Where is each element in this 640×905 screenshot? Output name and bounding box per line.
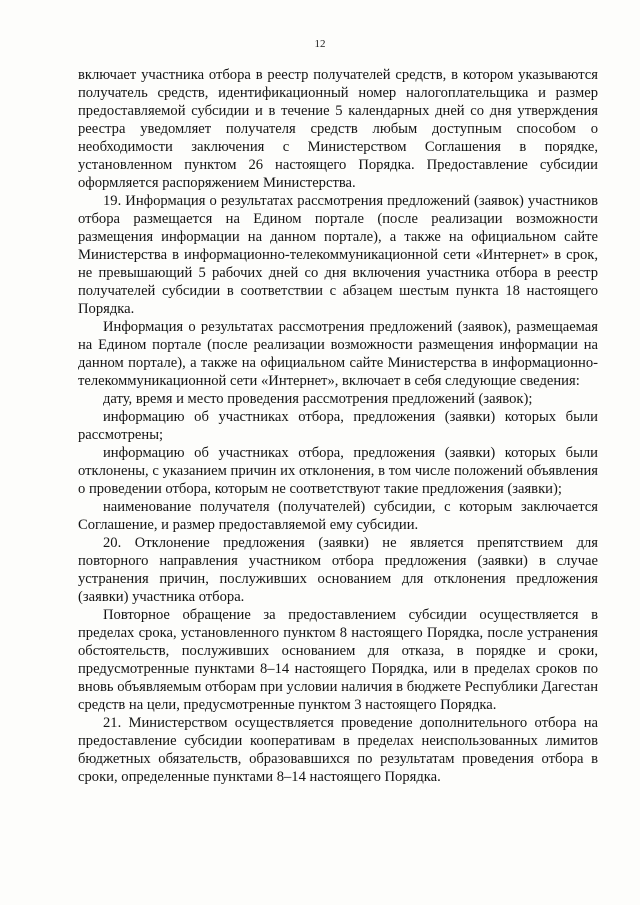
paragraph-19-results-publication: 19. Информация о результатах рассмотрения предложений (заявок) участников отбора размещается на Едином портале (после реализации возможности размещения информации на данном портале), а также на официальном сайте Министерства в информационно-телекоммуникационной сети «Интернет» в срок, не превышающий 5 рабочих дней со дня включения участника отбора в реестр получателей субсидии в соответствии с абзацем шестым пункта 18 настоящего Порядка. — [78, 193, 598, 317]
list-item-date-time-place: дату, время и место проведения рассмотрения предложений (заявок); — [103, 391, 533, 407]
paragraph-registry-inclusion: включает участника отбора в реестр получателей средств, в котором указываются получатель средств, идентификационный номер налогоплательщика и размер предоставляемой субсидии и в течение 5 календарных дней со дня утверждения реестра уведомляет получателя средств любым доступным способом о необходимости заключения с Министерством Соглашения в порядке, установленном пунктом 26 настоящего Порядка. Предоставление субсидии оформляется распоряжением Министерства. — [78, 67, 598, 191]
paragraph-21-additional-selection: 21. Министерством осуществляется проведение дополнительного отбора на предоставление субсидии кооперативам в пределах неиспользованных лимитов бюджетных обязательств, образовавшихся по результатам проведения отбора в сроки, определенные пунктами 8–14 настоящего Порядка. — [78, 715, 598, 785]
paragraph-results-information-content: Информация о результатах рассмотрения предложений (заявок), размещаемая на Едином портале (после реализации возможности размещения информации на данном портале), а также на официальном сайте Министерства в информационно-телекоммуникационной сети «Интернет», включает в себя следующие сведения: — [78, 319, 598, 389]
document-body — [78, 66, 598, 786]
page-number: 12 — [314, 38, 326, 50]
list-item-rejected-participants: информацию об участниках отбора, предложения (заявки) которых были отклонены, с указанием причин их отклонения, в том числе положений объявления о проведении отбора, которым не соответствуют такие предложения (заявки); — [78, 445, 598, 497]
list-item-recipient-name: наименование получателя (получателей) субсидии, с которым заключается Соглашение, и размер предоставляемой ему субсидии. — [78, 499, 598, 533]
list-item-reviewed-participants: информацию об участниках отбора, предложения (заявки) которых были рассмотрены; — [78, 409, 598, 443]
paragraph-20-rejection: 20. Отклонение предложения (заявки) не является препятствием для повторного направления участником отбора предложения (заявки) в случае устранения причин, послуживших основанием для отклонения предложения (заявки) участника отбора. — [78, 535, 598, 605]
paragraph-repeat-application: Повторное обращение за предоставлением субсидии осуществляется в пределах срока, установленного пунктом 8 настоящего Порядка, после устранения обстоятельств, послуживших основанием для отказа, в порядке и сроки, предусмотренные пунктами 8–14 настоящего Порядка, или в пределах сроков по вновь объявляемым отборам при условии наличия в бюджете Республики Дагестан средств на цели, предусмотренные пунктом 3 настоящего Порядка. — [78, 607, 598, 713]
